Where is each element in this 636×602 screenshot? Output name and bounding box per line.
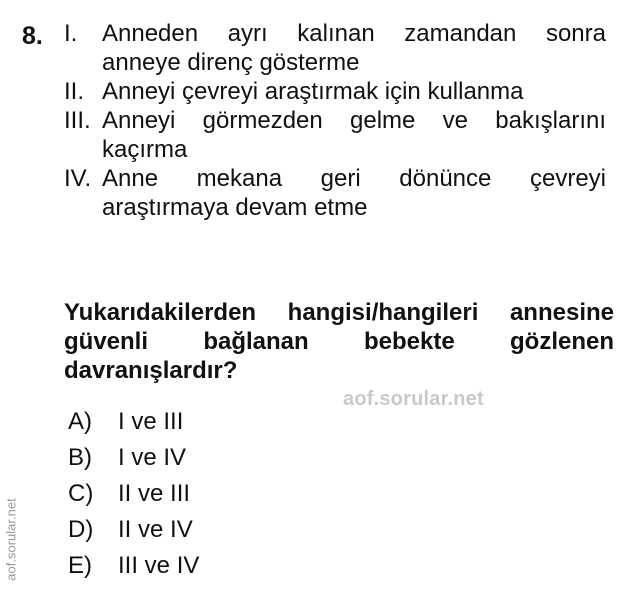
option-text: I ve III: [118, 408, 184, 435]
statement-roman: I.: [64, 20, 78, 47]
option-a[interactable]: [68, 407, 183, 436]
statement-line: Anneyi görmezden gelme ve bakışlarını: [102, 107, 606, 134]
statement-2: [64, 77, 606, 106]
statement-line: kaçırma: [102, 136, 188, 163]
statement-line: Anneyi çevreyi araştırmak için kullanma: [102, 78, 524, 105]
option-text: III ve IV: [118, 552, 200, 579]
prompt-line: güvenli bağlanan bebekte gözlenen: [64, 328, 614, 355]
statement-roman: IV.: [64, 165, 92, 192]
watermark-text: aof.sorular.net: [343, 388, 484, 410]
statement-line: araştırmaya devam etme: [102, 194, 368, 221]
question-number: 8.: [22, 22, 43, 50]
statement-roman: II.: [64, 78, 85, 105]
statement-1: [64, 19, 606, 77]
option-d[interactable]: [68, 515, 193, 544]
statement-3: [64, 106, 606, 164]
option-b[interactable]: [68, 443, 186, 472]
option-letter: A): [68, 408, 92, 435]
option-c[interactable]: [68, 479, 190, 508]
prompt-line: Yukarıdakilerden hangisi/hangileri annesine: [64, 299, 614, 326]
option-letter: D): [68, 516, 94, 543]
option-letter: E): [68, 552, 92, 579]
side-watermark: [0, 488, 20, 598]
option-letter: B): [68, 444, 92, 471]
prompt-line: davranışlardır?: [64, 357, 238, 384]
option-e[interactable]: [68, 551, 199, 580]
statement-roman: III.: [64, 107, 91, 134]
option-text: I ve IV: [118, 444, 187, 471]
statement-line: Anne mekana geri dönünce çevreyi: [102, 165, 606, 192]
statement-line: anneye direnç gösterme: [102, 49, 360, 76]
statement-4: [64, 164, 606, 222]
option-text: II ve III: [118, 480, 191, 507]
option-letter: C): [68, 480, 94, 507]
side-watermark-text: aof.sorular.net: [3, 498, 19, 581]
option-text: II ve IV: [118, 516, 193, 543]
question-prompt: [64, 298, 614, 385]
statement-line: Anneden ayrı kalınan zamandan sonra: [102, 20, 606, 47]
